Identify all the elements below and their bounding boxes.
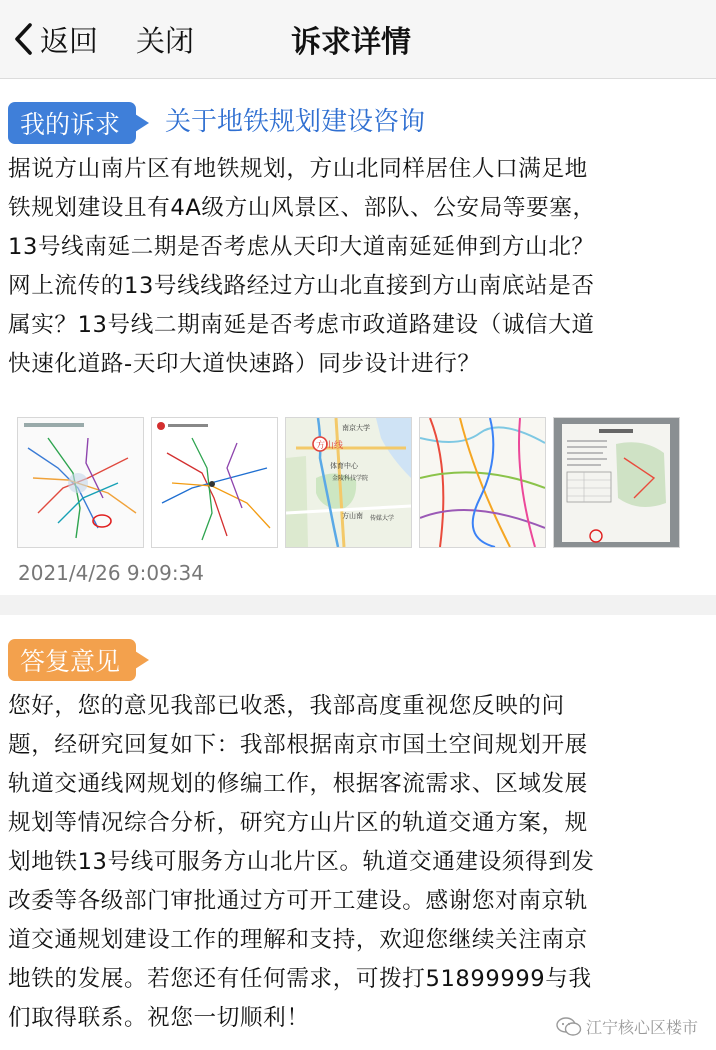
back-label: 返回 <box>40 23 99 58</box>
map-label-d: 方山南 <box>342 512 363 520</box>
image-thumbnail-5[interactable] <box>553 417 680 548</box>
reply-section <box>0 615 716 1050</box>
image-thumbnail-1[interactable] <box>17 417 144 548</box>
chevron-left-icon <box>12 22 34 56</box>
map-label-b: 体育中心 <box>330 462 358 470</box>
request-timestamp: 2021/4/26 9:09:34 <box>18 561 205 585</box>
request-topic: 关于地铁规划建设咨询 <box>165 107 426 137</box>
navbar <box>0 0 716 79</box>
request-body: 据说方山南片区有地铁规划，方山北同样居住人口满足地 铁规划建设且有4A级方山风景区、部队、公安局等要塞， 13号线南延二期是否考虑从天印大道南延延伸到方山北？ 网上流传的13号线线路经过方山北直接到方山南底站是否 属实？13号线二期南延是否考虑市政道路建设（诚信大道 快速化道路-天印大道快速路）同步设计进行？ <box>8 156 596 377</box>
wechat-icon <box>556 1017 582 1037</box>
close-button[interactable]: 关闭 <box>136 23 195 58</box>
my-request-badge: 我的诉求 <box>8 102 136 144</box>
map-label-a: 南京大学 <box>342 424 370 432</box>
back-button[interactable] <box>12 14 98 64</box>
watermark-text: 江宁核心区楼市 <box>585 1018 698 1037</box>
image-thumbnail-4[interactable] <box>419 417 546 548</box>
image-thumbnail-3[interactable] <box>285 417 412 548</box>
map-label-e: 传媒大学 <box>370 515 395 522</box>
section-divider <box>0 595 716 615</box>
reply-badge: 答复意见 <box>8 639 136 681</box>
map-label-c: 金陵科技学院 <box>332 475 369 482</box>
image-gallery <box>17 417 680 548</box>
image-thumbnail-2[interactable] <box>151 417 278 548</box>
request-section <box>0 79 716 595</box>
reply-body: 您好，您的意见我部已收悉，我部高度重视您反映的问 题，经研究回复如下：我部根据南京市国土空间规划开展 轨道交通线网规划的修编工作，根据客流需求、区域发展 规划等情况综合分析，研究方山片区的轨道交通方案，规 划地铁13号线可服务方山北片区。轨道交通建设须得到发 改委等各级部门审批通过方可开工建设。感谢您对南京轨 道交通规划建设工作的理解和支持，欢迎您继续关注南京 地铁的发展。若您还有任何需求，可拨打51899999与我 们取得联系。祝您一切顺利！ <box>8 693 595 1031</box>
watermark <box>556 1015 698 1038</box>
map-line-label: 方山线 <box>316 441 344 451</box>
page-title: 诉求详情 <box>291 25 411 60</box>
